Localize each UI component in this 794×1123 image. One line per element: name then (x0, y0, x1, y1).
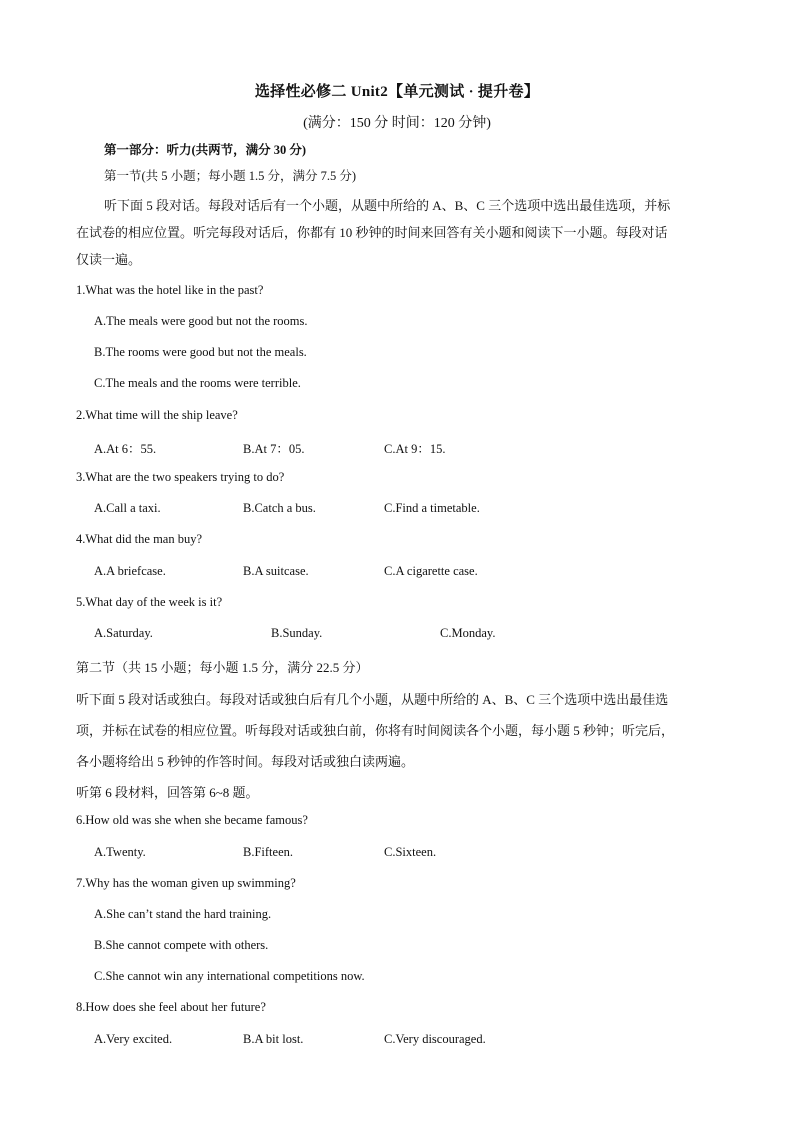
question-7: 7.Why has the woman given up swimming? (76, 876, 296, 890)
question-6-option-a: A.Twenty. (94, 845, 146, 859)
part1-heading: 第一部分：听力(共两节，满分 30 分) (104, 143, 307, 157)
question-6-option-b: B.Fifteen. (243, 845, 293, 859)
question-8-option-b: B.A bit lost. (243, 1032, 304, 1046)
section1-instruction-line: 在试卷的相应位置。听完每段对话后，你都有 10 秒钟的时间来回答有关小题和阅读下一小题。每段对话 (76, 225, 668, 240)
question-4-option-c: C.A cigarette case. (384, 564, 478, 578)
question-8-option-c: C.Very discouraged. (384, 1032, 486, 1046)
question-1: 1.What was the hotel like in the past? (76, 283, 264, 297)
question-5: 5.What day of the week is it? (76, 595, 223, 609)
question-3-option-b: B.Catch a bus. (243, 501, 316, 515)
question-7-option-a: A.She can’t stand the hard training. (94, 907, 272, 921)
section2-instruction-line: 各小题将给出 5 秒钟的作答时间。每段对话或独白读两遍。 (76, 754, 415, 769)
question-8: 8.How does she feel about her future? (76, 1000, 266, 1014)
section2-instruction-line: 项，并标在试卷的相应位置。听每段对话或独白前，你将有时间阅读各个小题，每小题 5 秒钟；听完后， (76, 723, 675, 738)
page-subtitle: (满分：150 分 时间：120 分钟) (303, 116, 491, 131)
question-6: 6.How old was she when she became famous? (76, 813, 308, 827)
question-8-option-a: A.Very excited. (94, 1032, 173, 1046)
page-title: 选择性必修二 Unit2【单元测试 · 提升卷】 (254, 84, 540, 100)
question-5-option-b: B.Sunday. (271, 626, 323, 640)
material-6-heading: 听第 6 段材料，回答第 6~8 题。 (76, 785, 259, 800)
question-2-option-b: B.At 7：05. (243, 442, 305, 456)
section2-instruction-line: 听下面 5 段对话或独白。每段对话或独白后有几个小题，从题中所给的 A、B、C 三个选项中选出最佳选 (76, 692, 669, 707)
question-2-option-a: A.At 6：55. (94, 442, 157, 456)
question-2-option-c: C.At 9：15. (384, 442, 446, 456)
question-4-option-a: A.A briefcase. (94, 564, 166, 578)
question-6-option-c: C.Sixteen. (384, 845, 437, 859)
question-3-option-c: C.Find a timetable. (384, 501, 480, 515)
question-1-option-b: B.The rooms were good but not the meals. (94, 345, 307, 359)
question-5-option-c: C.Monday. (440, 626, 496, 640)
question-1-option-a: A.The meals were good but not the rooms. (94, 314, 308, 328)
section1-heading: 第一节(共 5 小题；每小题 1.5 分，满分 7.5 分) (104, 169, 357, 183)
question-3: 3.What are the two speakers trying to do? (76, 470, 285, 484)
section1-instruction-line: 听下面 5 段对话。每段对话后有一个小题，从题中所给的 A、B、C 三个选项中选出最佳选项，并标 (104, 198, 671, 213)
question-7-option-c: C.She cannot win any international competitions now. (94, 969, 365, 983)
question-7-option-b: B.She cannot compete with others. (94, 938, 269, 952)
question-4: 4.What did the man buy? (76, 532, 203, 546)
section2-heading: 第二节（共 15 小题；每小题 1.5 分，满分 22.5 分） (76, 660, 369, 675)
question-2: 2.What time will the ship leave? (76, 408, 238, 422)
question-5-option-a: A.Saturday. (94, 626, 153, 640)
section1-instruction-line: 仅读一遍。 (76, 252, 142, 267)
question-3-option-a: A.Call a taxi. (94, 501, 161, 515)
question-4-option-b: B.A suitcase. (243, 564, 309, 578)
question-1-option-c: C.The meals and the rooms were terrible. (94, 376, 301, 390)
